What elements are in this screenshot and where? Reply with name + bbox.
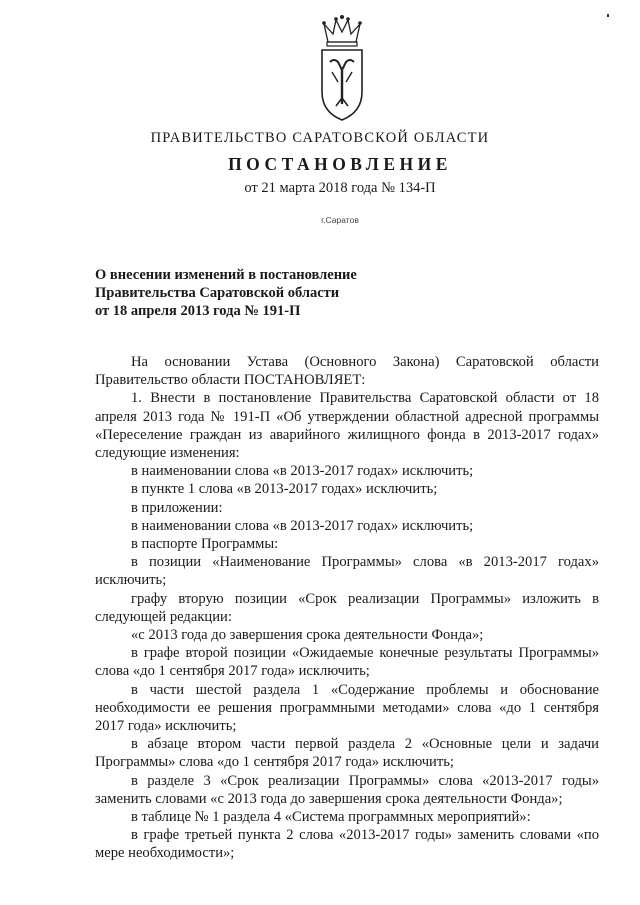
paragraph-item-1: 1. Внести в постановление Правительства Саратовской области от 18 апреля 2013 года № 191-П «Об утверждении областной адресной программы «Переселение граждан из аварийного жилищного фонда в 2013-2017 годах» следующие изменения: — [95, 390, 599, 462]
paragraph-preamble: На основании Устава (Основного Закона) Саратовской области Правительство области ПОСТАНОВЛЯЕТ: — [95, 354, 599, 389]
paragraph: в пункте 1 слова «в 2013-2017 годах» исключить; — [131, 481, 438, 498]
paragraph: в графе второй позиции «Ожидаемые конечные результаты Программы» слова «до 1 сентября 2017 года» исключить; — [95, 645, 599, 680]
document-body — [95, 353, 599, 863]
government-name: ПРАВИТЕЛЬСТВО САРАТОВСКОЙ ОБЛАСТИ — [150, 130, 490, 146]
scan-speck — [607, 14, 609, 17]
paragraph: в графе третьей пункта 2 слова «2013-2017 годы» заменить словами «по мере необходимости»; — [95, 827, 599, 862]
subject-line: от 18 апреля 2013 года № 191-П — [95, 303, 301, 319]
paragraph: в наименовании слова «в 2013-2017 годах» исключить; — [131, 463, 474, 480]
saratov-coat-of-arms-icon — [314, 12, 370, 124]
paragraph: в приложении: — [131, 499, 223, 516]
paragraph: в наименовании слова «в 2013-2017 годах» исключить; — [131, 517, 474, 534]
paragraph: в паспорте Программы: — [131, 536, 279, 553]
paragraph: в позиции «Наименование Программы» слова «в 2013-2017 годах» исключить; — [95, 554, 599, 589]
paragraph: в части шестой раздела 1 «Содержание проблемы и обоснование необходимости ее решения программными методами» слова «до 1 сентября 2017 года» исключить; — [95, 681, 599, 735]
document-subject — [95, 266, 415, 320]
paragraph: в разделе 3 «Срок реализации Программы» слова «2013-2017 годы» заменить словами «с 2013 года до завершения срока деятельности Фонда»; — [95, 772, 599, 807]
paragraph: в абзаце втором части первой раздела 2 «Основные цели и задачи Программы» слова «до 1 сентября 2017 года» исключить; — [95, 736, 599, 771]
date-and-number: от 21 марта 2018 года № 134-П — [244, 180, 436, 196]
city: г.Саратов — [321, 215, 359, 225]
paragraph: графу вторую позиции «Срок реализации Программы» изложить в следующей редакции: — [95, 590, 599, 625]
subject-line: О внесении изменений в постановление — [95, 267, 357, 283]
paragraph: в таблице № 1 раздела 4 «Система программных мероприятий»: — [131, 809, 531, 826]
document-type: ПОСТАНОВЛЕНИЕ — [228, 154, 452, 174]
subject-line: Правительства Саратовской области — [95, 285, 340, 301]
paragraph: «с 2013 года до завершения срока деятельности Фонда»; — [131, 627, 484, 644]
